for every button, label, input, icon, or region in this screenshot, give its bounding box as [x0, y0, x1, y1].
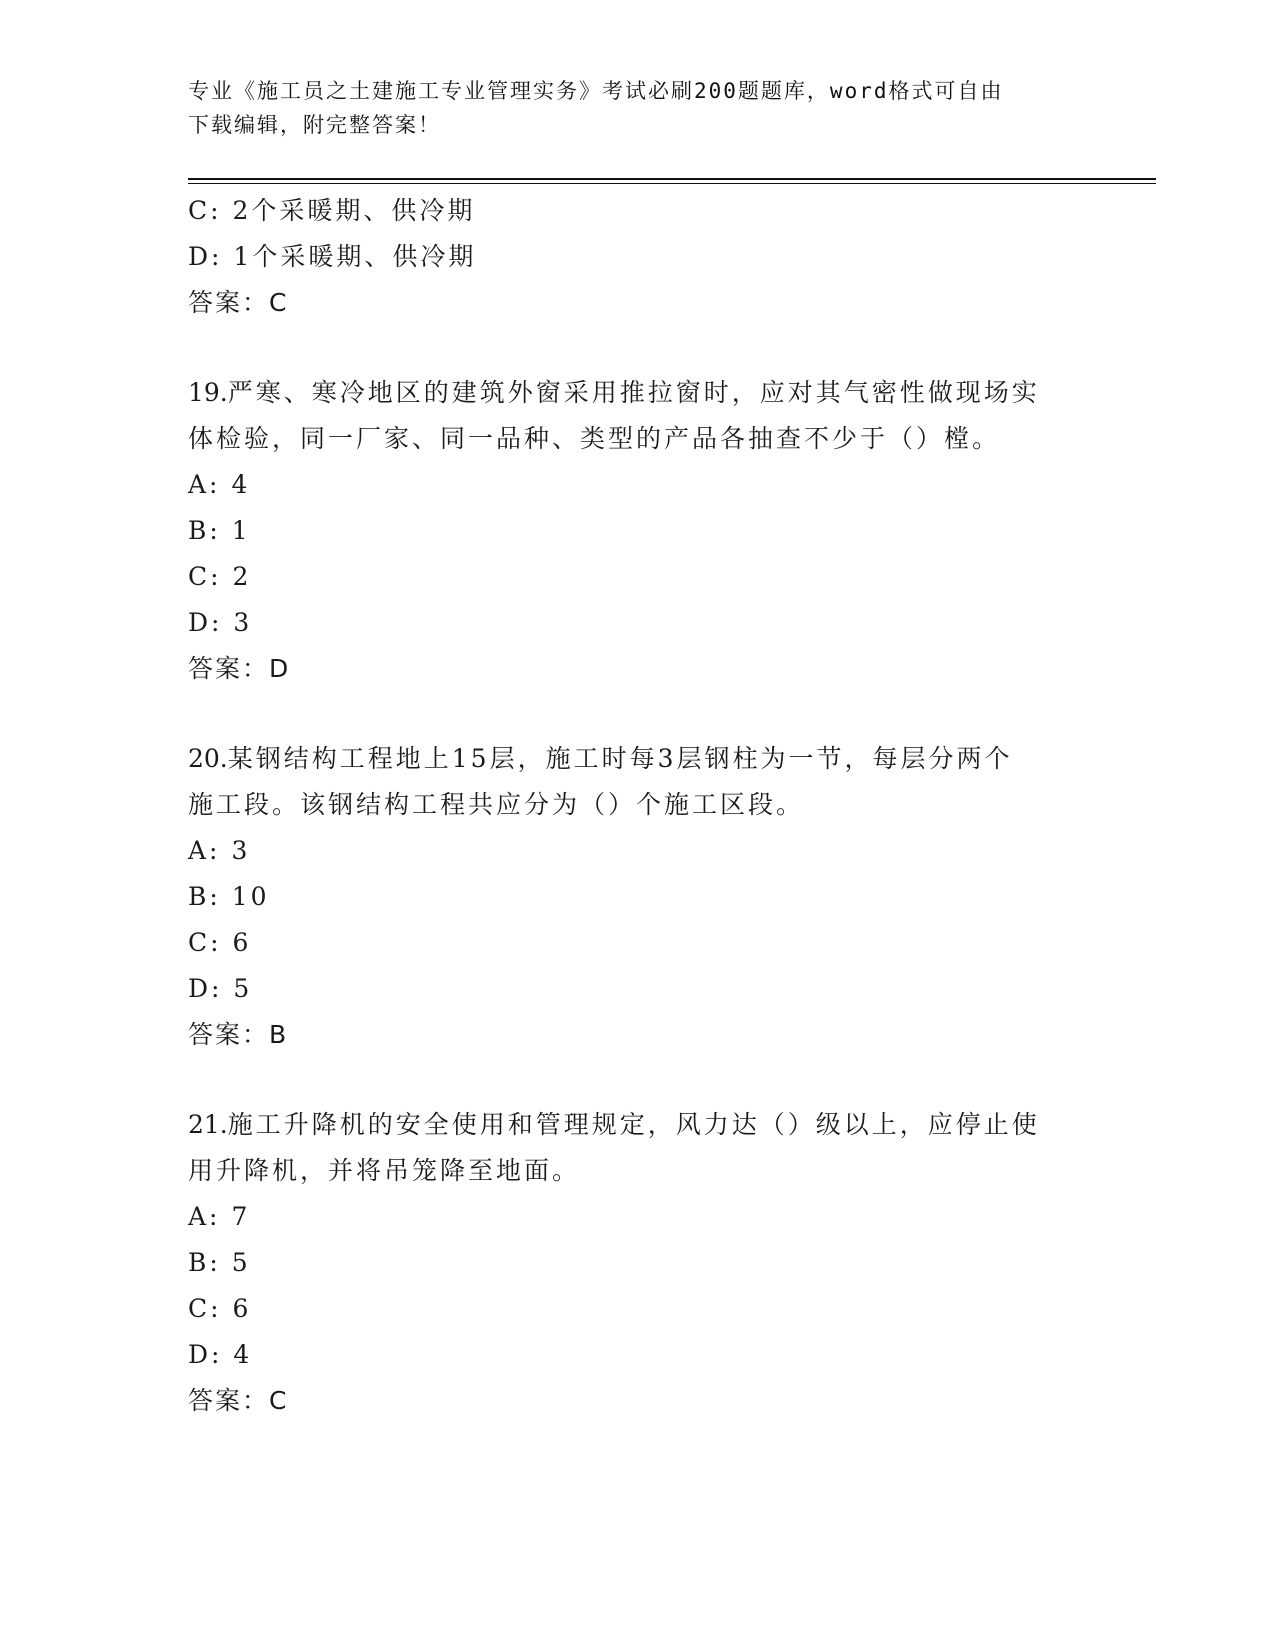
question-20: [188, 736, 1088, 1058]
option-a: A: 4: [188, 470, 251, 499]
header-rule-thick: [188, 178, 1156, 180]
document-header: [188, 74, 1068, 142]
previous-question-tail: [188, 188, 1088, 326]
option-c: C: 6: [188, 1294, 252, 1323]
option-d: D: 4: [188, 1340, 253, 1369]
option-b: B: 10: [188, 882, 270, 911]
option-b: B: 1: [188, 516, 251, 545]
question-stem: 19.严寒、寒冷地区的建筑外窗采用推拉窗时，应对其气密性做现场实 体检验，同一厂家、同一品种、类型的产品各抽查不少于（）樘。: [188, 378, 1040, 453]
answer-line: 答案：C: [188, 1386, 289, 1415]
question-19: [188, 370, 1088, 692]
answer-line: 答案：C: [188, 288, 289, 317]
option-c: C: 6: [188, 928, 252, 957]
option-c: C: 2: [188, 562, 252, 591]
header-line-1: 专业《施工员之土建施工专业管理实务》考试必刷200题题库，word格式可自由: [188, 79, 1004, 103]
question-21: [188, 1102, 1088, 1424]
header-line-2: 下载编辑，附完整答案！: [188, 113, 441, 137]
question-list: [188, 188, 1088, 1424]
option-a: A: 7: [188, 1202, 251, 1231]
answer-line: 答案：B: [188, 1020, 289, 1049]
question-stem: 20.某钢结构工程地上15层，施工时每3层钢柱为一节，每层分两个 施工段。该钢结构工程共应分为（）个施工区段。: [188, 744, 1013, 819]
option-b: B: 5: [188, 1248, 251, 1277]
question-number: 20.: [188, 744, 228, 773]
question-number: 19.: [188, 378, 228, 407]
header-rule-thin: [188, 183, 1156, 184]
option-d: D: 5: [188, 974, 253, 1003]
option-d: D: 3: [188, 608, 253, 637]
option-d: D: 1个采暖期、供冷期: [188, 242, 477, 271]
question-stem: 21.施工升降机的安全使用和管理规定，风力达（）级以上，应停止使 用升降机，并将吊笼降至地面。: [188, 1110, 1040, 1185]
option-c: C: 2个采暖期、供冷期: [188, 196, 476, 225]
answer-line: 答案：D: [188, 654, 291, 683]
question-number: 21.: [188, 1110, 228, 1139]
option-a: A: 3: [188, 836, 251, 865]
